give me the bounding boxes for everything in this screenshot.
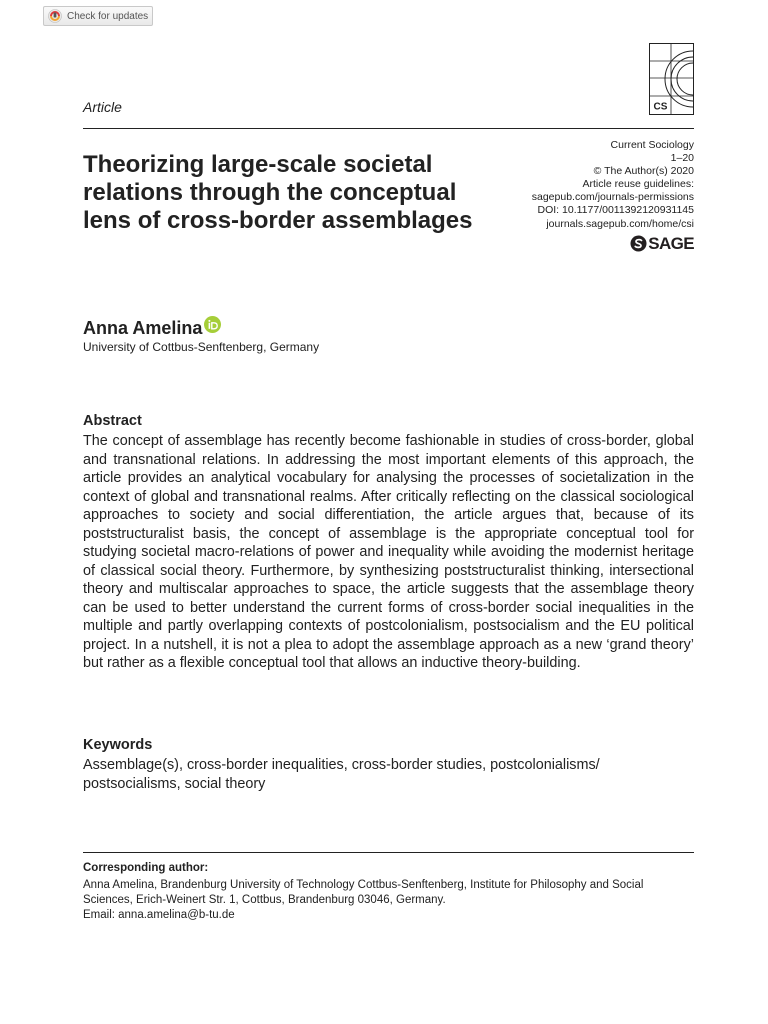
- reuse-guidelines-label: Article reuse guidelines:: [582, 178, 694, 191]
- check-for-updates-button[interactable]: [43, 6, 153, 26]
- abstract-heading: Abstract: [83, 413, 142, 429]
- journal-name: Current Sociology: [610, 139, 694, 151]
- sage-logo-icon: [630, 235, 647, 252]
- corresponding-author-heading: Corresponding author:: [83, 862, 209, 874]
- check-for-updates-icon: [48, 9, 62, 23]
- header-divider: [83, 128, 694, 129]
- author-name: Anna Amelina: [83, 318, 203, 338]
- orcid-icon[interactable]: [204, 316, 221, 333]
- journal-logo-text: CS: [653, 101, 668, 113]
- copyright: © The Author(s) 2020: [593, 165, 694, 178]
- article-type-label: Article: [83, 99, 122, 115]
- reuse-guidelines-link[interactable]: sagepub.com/journals-permissions: [531, 191, 694, 204]
- author-block: [83, 318, 221, 339]
- publication-metadata: [434, 139, 694, 231]
- page-range: 1–20: [670, 152, 694, 165]
- article-title: Theorizing large-scale societal relations through the conceptual lens of cross-border assemblages: [83, 151, 473, 234]
- corresponding-author-email[interactable]: Email: anna.amelina@b-tu.de: [83, 909, 235, 921]
- check-for-updates-label: Check for updates: [67, 10, 149, 22]
- corresponding-author-details: [83, 878, 694, 923]
- keywords-text: Assemblage(s), cross-border inequalities, cross-border studies, postcolonialisms/ postsocialisms, social theory: [83, 757, 600, 792]
- doi[interactable]: DOI: 10.1177/0011392120931145: [537, 204, 694, 217]
- journal-homepage-link[interactable]: journals.sagepub.com/home/csi: [546, 217, 694, 230]
- abstract-text: The concept of assemblage has recently become fashionable in studies of cross-border, global and transnational relations. In addressing the most important elements of this approach, the article provides an analytical vocabulary for analysing the processes of societalization in the context of global and transnational realms. After critically reflecting on the classical sociological approaches to society and social differentiation, the article argues that, because of its poststructuralist basis, the concept of assemblage is the appropriate conceptual tool for studying societal macro-relations of power and inequality while avoiding the modernist heritage of classical social theory. Furthermore, by synthesizing poststructuralist thinking, intersectional theory and multiscalar approaches to space, the article suggests that the assemblage theory can be used to better understand the current forms of cross-border social inequalities in the multiple and partly overlapping contexts of postcolonialism, postsocialism and the EU political project. In a nutshell, it is not a plea to adopt the assemblage approach as a new ‘grand theory’ but rather as a flexible conceptual tool that allows an inductive theory-building.: [83, 433, 694, 671]
- footnote-divider: [83, 852, 694, 853]
- author-affiliation: University of Cottbus-Senftenberg, Germany: [83, 340, 320, 354]
- corresponding-author-address: Anna Amelina, Brandenburg University of Technology Cottbus-Senftenberg, Institute for Philosophy and Social Sciences, Erich-Weinert Str. 1, Cottbus, Brandenburg 03046, Germany.: [83, 879, 644, 906]
- publisher-name: SAGE: [648, 233, 694, 253]
- journal-logo: [649, 43, 694, 115]
- publisher-logo: [630, 235, 694, 252]
- keywords-heading: Keywords: [83, 737, 153, 753]
